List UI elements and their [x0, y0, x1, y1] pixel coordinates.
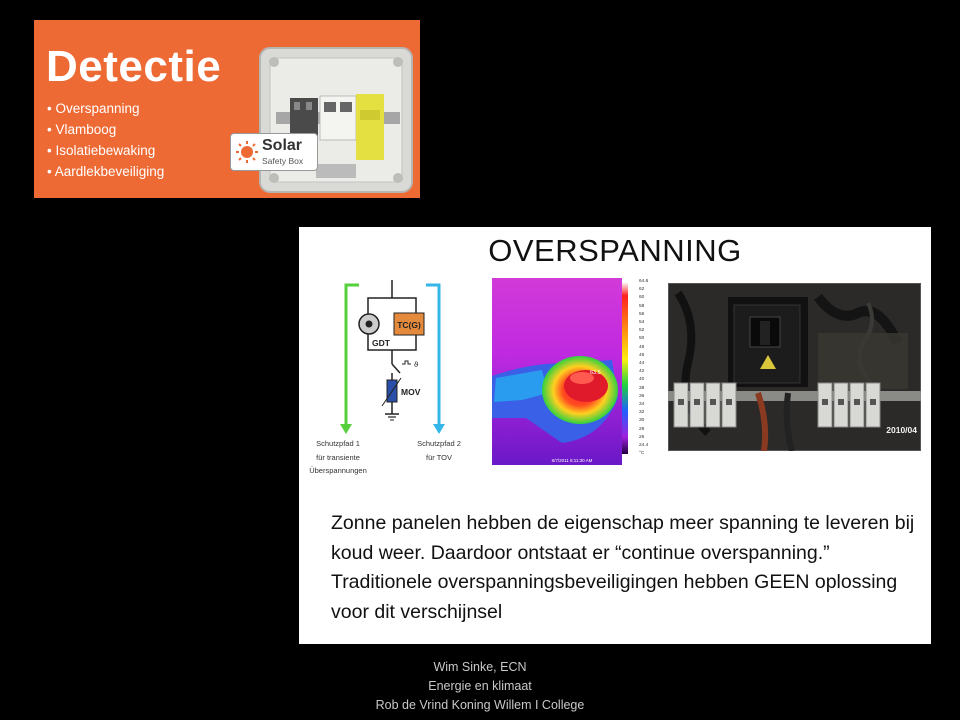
overspanning-slide	[299, 227, 931, 644]
scale-label: 36	[639, 393, 645, 399]
banner-item: • Isolatiebewaking	[47, 140, 164, 161]
scale-unit: °C	[639, 451, 645, 457]
scale-label: 32	[639, 410, 645, 416]
scale-label: 28	[639, 426, 645, 432]
hot-spot-readout: 63.5	[590, 370, 601, 376]
path1-caption-line: Überspannungen	[309, 466, 367, 475]
path2-caption-line: für TOV	[426, 453, 452, 462]
logo-sub: Safety Box	[262, 156, 304, 166]
svg-text:ϑ: ϑ	[414, 361, 419, 369]
scale-label: 60	[639, 295, 645, 301]
scale-label: 46	[639, 352, 645, 358]
banner-item: • Vlamboog	[47, 119, 164, 140]
scale-label: 50	[639, 336, 645, 342]
scale-label: 40	[639, 377, 645, 383]
temperature-scale-bar	[622, 282, 628, 454]
scale-label: 64.6	[639, 279, 649, 284]
scale-label: 62	[639, 287, 645, 293]
scale-label: 56	[639, 311, 645, 317]
sun-icon	[235, 140, 259, 164]
scale-label: 58	[639, 303, 645, 309]
scale-label: 54	[639, 320, 645, 326]
footer-line: Wim Sinke, ECN	[433, 660, 527, 674]
scale-label: 30	[639, 418, 645, 424]
footer-line: Rob de Vrind Koning Willem I College	[375, 698, 585, 712]
surge-protection-diagram	[302, 280, 480, 480]
burnt-junction-box-photo	[668, 283, 921, 451]
scale-label: 42	[639, 369, 645, 375]
scale-label: 26	[639, 434, 645, 440]
banner-item: • Overspanning	[47, 98, 164, 119]
scale-label: 38	[639, 385, 645, 391]
temperature-scale-labels	[639, 278, 659, 468]
detectie-banner	[34, 20, 420, 198]
slide-title: OVERSPANNING	[488, 233, 742, 268]
path2-caption-line: Schutzpfad 2	[417, 439, 461, 448]
scale-label: 44	[639, 361, 645, 367]
path1-caption-line: Schutzpfad 1	[316, 439, 360, 448]
logo-brand: Solar	[262, 137, 303, 154]
banner-list	[47, 98, 164, 182]
thermal-timestamp: 6/7/2011 8:11:30 AM	[551, 458, 593, 463]
footer-line: Energie en klimaat	[428, 679, 532, 693]
solar-safety-box-logo	[230, 133, 318, 171]
gdt-label: GDT	[372, 338, 390, 348]
scale-label: 48	[639, 344, 645, 350]
tc-label: TC(G)	[397, 320, 421, 330]
banner-title: Detectie	[46, 42, 222, 91]
photo-date-stamp: 2010/04	[886, 425, 917, 435]
footer	[300, 658, 660, 715]
mov-label: MOV	[401, 387, 421, 397]
thermal-image	[492, 278, 628, 465]
banner-item: • Aardlekbeveiliging	[47, 161, 164, 182]
safety-box-photo	[256, 46, 416, 194]
scale-label: 24.4	[639, 443, 649, 449]
scale-label: 52	[639, 328, 645, 334]
scale-label: 34	[639, 402, 645, 408]
slide-body-text: Zonne panelen hebben de eigenschap meer spanning te leveren bij koud weer. Daardoor ontstaat er “continue overspanning.” Traditionele overspanningsbeveiligingen hebben GEEN oplossing voor dit verschijnsel	[331, 512, 915, 623]
path1-caption-line: für transiente	[316, 453, 360, 462]
